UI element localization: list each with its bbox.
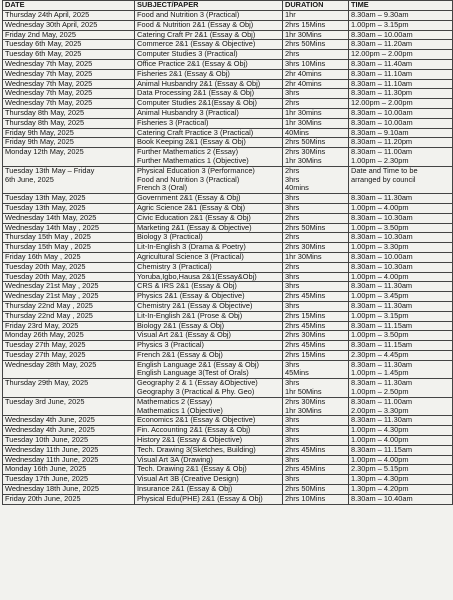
subject-cell: Fisheries 2&1 (Essay & Obj) — [135, 69, 283, 79]
date-cell: Tuesday 27th May, 2025 — [3, 350, 135, 360]
header-subject: SUBJECT/PAPER — [135, 1, 283, 11]
time-cell: 8.30am – 10.00am — [349, 118, 453, 128]
table-row — [3, 194, 453, 204]
date-cell: Tuesday 6th May, 2025 — [3, 50, 135, 60]
header-duration: DURATION — [283, 1, 349, 11]
date-cell: Thursday 29th May, 2025 — [3, 379, 135, 398]
date-cell: Thursday 8th May, 2025 — [3, 108, 135, 118]
time-cell: 8.30am – 10.30am — [349, 262, 453, 272]
date-cell: Tuesday 20th May, 2025 — [3, 272, 135, 282]
duration-cell: 3hrs — [283, 436, 349, 446]
table-row — [3, 59, 453, 69]
subject-cell: Animal Husbandry 2&1 (Essay & Obj) — [135, 79, 283, 89]
subject-cell: Computer Studies 2&1(Essay & Obj) — [135, 99, 283, 109]
duration-cell: 2hrs 30Mins 1hr 30Mins — [283, 148, 349, 167]
time-cell: 1.00pm – 3.15pm — [349, 311, 453, 321]
date-cell: Thursday 8th May, 2025 — [3, 118, 135, 128]
table-row — [3, 436, 453, 446]
time-cell: 8.30am – 9.10am — [349, 128, 453, 138]
date-cell: Thursday 15th May , 2025 — [3, 243, 135, 253]
subject-cell: Animal Husbandry 3 (Practical) — [135, 108, 283, 118]
duration-cell: 3hrs — [283, 301, 349, 311]
duration-cell: 1hr 30Mins — [283, 118, 349, 128]
timetable-body — [3, 11, 453, 505]
table-row — [3, 20, 453, 30]
table-row — [3, 321, 453, 331]
time-cell: 1.00pm – 4.00pm — [349, 436, 453, 446]
date-cell: Tuesday 17th June, 2025 — [3, 475, 135, 485]
time-cell: 8.30am – 11.30am — [349, 416, 453, 426]
duration-cell: 2hrs 30Mins — [283, 243, 349, 253]
time-cell: 12.00pm – 2.00pm — [349, 50, 453, 60]
table-row — [3, 282, 453, 292]
time-cell: 1.00pm – 3.50pm — [349, 223, 453, 233]
date-cell: Wednesday 4th June, 2025 — [3, 416, 135, 426]
subject-cell: Government 2&1 (Essay & Obj) — [135, 194, 283, 204]
subject-cell: Chemistry 3 (Practical) — [135, 262, 283, 272]
date-cell: Tuesday 13th May, 2025 — [3, 203, 135, 213]
subject-cell: Visual Art 3A (Drawing) — [135, 455, 283, 465]
time-cell: 8.30am – 9.30am — [349, 11, 453, 21]
time-cell: 8.30am – 11.40am — [349, 59, 453, 69]
duration-cell: 2hrs — [283, 99, 349, 109]
date-cell: Monday 12th May, 2025 — [3, 148, 135, 167]
time-cell: 2.30pm – 5.15pm — [349, 465, 453, 475]
table-row — [3, 360, 453, 379]
duration-cell: 2hrs — [283, 213, 349, 223]
duration-cell: 2hrs 30Mins — [283, 331, 349, 341]
time-cell: 8.30am – 11.30am 1.00pm – 1.45pm — [349, 360, 453, 379]
exam-timetable — [2, 0, 453, 505]
date-cell: Tuesday 10th June, 2025 — [3, 436, 135, 446]
table-row — [3, 203, 453, 213]
duration-cell: 1hr 30Mins — [283, 30, 349, 40]
duration-cell: 2hrs — [283, 262, 349, 272]
duration-cell: 2hrs 45Mins — [283, 341, 349, 351]
subject-cell: Further Mathematics 2 (Essay) Further Mathematics 1 (Objective) — [135, 148, 283, 167]
duration-cell: 2hrs 45Mins — [283, 445, 349, 455]
date-cell: Friday 9th May, 2025 — [3, 128, 135, 138]
subject-cell: Commerce 2&1 (Essay & Objective) — [135, 40, 283, 50]
date-cell: Wednesday 21st May , 2025 — [3, 282, 135, 292]
table-row — [3, 416, 453, 426]
table-row — [3, 69, 453, 79]
subject-cell: Agricultural Science 3 (Practical) — [135, 252, 283, 262]
table-row — [3, 272, 453, 282]
table-row — [3, 166, 453, 193]
time-cell: 1.00pm – 3.30pm — [349, 243, 453, 253]
duration-cell: 1hr 30Mins — [283, 252, 349, 262]
time-cell: 8.30am – 11.15am — [349, 341, 453, 351]
duration-cell: 3hrs 1hr 50Mins — [283, 379, 349, 398]
subject-cell: Lit-In-English 3 (Drama & Poetry) — [135, 243, 283, 253]
table-row — [3, 475, 453, 485]
table-row — [3, 331, 453, 341]
duration-cell: 3hrs — [283, 89, 349, 99]
time-cell: 1.30pm – 4.20pm — [349, 485, 453, 495]
duration-cell: 2hrs 15Mins — [283, 311, 349, 321]
table-row — [3, 11, 453, 21]
table-row — [3, 79, 453, 89]
duration-cell: 3hrs — [283, 203, 349, 213]
date-cell: Wednesday 7th May, 2025 — [3, 79, 135, 89]
time-cell: 8.30am – 10.40am — [349, 494, 453, 504]
duration-cell: 2hrs 50Mins — [283, 40, 349, 50]
time-cell: 8.30am – 11.30am — [349, 282, 453, 292]
table-row — [3, 30, 453, 40]
date-cell: Wednesday 7th May, 2025 — [3, 99, 135, 109]
duration-cell: 2hrs 45Mins — [283, 321, 349, 331]
subject-cell: Chemistry 2&1 (Essay & Objective) — [135, 301, 283, 311]
duration-cell: 2hrs 45Mins — [283, 292, 349, 302]
duration-cell: 2hrs 50Mins — [283, 138, 349, 148]
time-cell: 1.00pm – 3.45pm — [349, 292, 453, 302]
duration-cell: 3hrs — [283, 282, 349, 292]
date-cell: Friday 9th May, 2025 — [3, 138, 135, 148]
duration-cell: 2hr 40mins — [283, 79, 349, 89]
duration-cell: 2hrs — [283, 50, 349, 60]
subject-cell: Geography 2 & 1 (Essay &Objective) Geography 3 (Practical & Phy. Geo) — [135, 379, 283, 398]
subject-cell: Marketing 2&1 (Essay & Objective) — [135, 223, 283, 233]
table-row — [3, 148, 453, 167]
subject-cell: Visual Art 2&1 (Essay & Obj) — [135, 331, 283, 341]
date-cell: Friday 23rd May, 2025 — [3, 321, 135, 331]
time-cell: 8.30am – 11.30am — [349, 301, 453, 311]
time-cell: 1.00pm – 4.00pm — [349, 272, 453, 282]
duration-cell: 40Mins — [283, 128, 349, 138]
header-time: TIME — [349, 1, 453, 11]
subject-cell: Yoruba,Igbo,Hausa 2&1(Essay&Obj) — [135, 272, 283, 282]
subject-cell: Computer Studies 3 (Practical) — [135, 50, 283, 60]
duration-cell: 1hr — [283, 11, 349, 21]
date-cell: Tuesday 6th May, 2025 — [3, 40, 135, 50]
table-row — [3, 292, 453, 302]
table-row — [3, 397, 453, 416]
time-cell: 1.00pm – 3.50pm — [349, 331, 453, 341]
date-cell: Tuesday 3rd June, 2025 — [3, 397, 135, 416]
table-row — [3, 99, 453, 109]
date-cell: Tuesday 27th May, 2025 — [3, 341, 135, 351]
subject-cell: Physical Education 3 (Performance) Food and Nutrition 3 (Practical) French 3 (Oral) — [135, 166, 283, 193]
duration-cell: 3hrs — [283, 475, 349, 485]
duration-cell: 3hrs — [283, 455, 349, 465]
table-row — [3, 494, 453, 504]
table-row — [3, 252, 453, 262]
time-cell: 1.00pm – 3.15pm — [349, 20, 453, 30]
duration-cell: 3hrs — [283, 272, 349, 282]
duration-cell: 1hr 30mins — [283, 108, 349, 118]
subject-cell: Data Processing 2&1 (Essay & Obj) — [135, 89, 283, 99]
date-cell: Monday 16th June, 2025 — [3, 465, 135, 475]
duration-cell: 2hr 40mins — [283, 69, 349, 79]
date-cell: Wednesday 30th April, 2025 — [3, 20, 135, 30]
table-row — [3, 128, 453, 138]
date-cell: Tuesday 20th May, 2025 — [3, 262, 135, 272]
time-cell: 8.30am – 11.20pm — [349, 138, 453, 148]
time-cell: 2.30pm – 4.45pm — [349, 350, 453, 360]
time-cell: 8.30am – 11.15am — [349, 321, 453, 331]
subject-cell: Lit-In-English 2&1 (Prose & Obj) — [135, 311, 283, 321]
time-cell: Date and Time to be arranged by council — [349, 166, 453, 193]
subject-cell: Food and Nutrition 3 (Practical) — [135, 11, 283, 21]
subject-cell: History 2&1 (Essay & Objective) — [135, 436, 283, 446]
table-row — [3, 213, 453, 223]
subject-cell: Economics 2&1 (Essay & Objective) — [135, 416, 283, 426]
date-cell: Monday 26th May, 2025 — [3, 331, 135, 341]
time-cell: 8.30am – 10.30am — [349, 213, 453, 223]
table-row — [3, 262, 453, 272]
header-date: DATE — [3, 1, 135, 11]
time-cell: 8.30am – 10.30am — [349, 233, 453, 243]
duration-cell: 2hrs 15Mins — [283, 350, 349, 360]
date-cell: Friday 16th May , 2025 — [3, 252, 135, 262]
date-cell: Thursday 22nd May , 2025 — [3, 311, 135, 321]
date-cell: Wednesday 7th May, 2025 — [3, 69, 135, 79]
subject-cell: Visual Art 3B (Creative Design) — [135, 475, 283, 485]
date-cell: Wednesday 11th June, 2025 — [3, 455, 135, 465]
subject-cell: Fin. Accounting 2&1 (Essay & Obj) — [135, 426, 283, 436]
date-cell: Wednesday 21st May , 2025 — [3, 292, 135, 302]
time-cell: 1.00pm – 4.30pm — [349, 426, 453, 436]
time-cell: 8.30am – 11.15am — [349, 445, 453, 455]
duration-cell: 2hrs 30Mins 1hr 30Mins — [283, 397, 349, 416]
time-cell: 8.30am – 11.10am — [349, 69, 453, 79]
table-row — [3, 118, 453, 128]
time-cell: 8.30am – 11.20am — [349, 40, 453, 50]
table-row — [3, 426, 453, 436]
table-row — [3, 243, 453, 253]
table-row — [3, 108, 453, 118]
duration-cell: 3hrs 45Mins — [283, 360, 349, 379]
subject-cell: Mathematics 2 (Essay) Mathematics 1 (Objective) — [135, 397, 283, 416]
date-cell: Thursday 15th May , 2025 — [3, 233, 135, 243]
table-row — [3, 311, 453, 321]
table-row — [3, 485, 453, 495]
table-row — [3, 379, 453, 398]
date-cell: Wednesday 28th May, 2025 — [3, 360, 135, 379]
date-cell: Wednesday 7th May, 2025 — [3, 59, 135, 69]
time-cell: 8.30am – 11.00am 2.00pm – 3.30pm — [349, 397, 453, 416]
subject-cell: Catering Craft Pr 2&1 (Essay & Obj) — [135, 30, 283, 40]
duration-cell: 2hrs — [283, 233, 349, 243]
date-cell: Wednesday 18th June, 2025 — [3, 485, 135, 495]
time-cell: 8.30am – 10.00am — [349, 252, 453, 262]
table-row — [3, 89, 453, 99]
duration-cell: 3hrs 10Mins — [283, 59, 349, 69]
date-cell: Wednesday 11th June, 2025 — [3, 445, 135, 455]
subject-cell: Biology 3 (Practical) — [135, 233, 283, 243]
time-cell: 1.00pm – 4.00pm — [349, 203, 453, 213]
subject-cell: Fisheries 3 (Practical) — [135, 118, 283, 128]
date-cell: Thursday 22nd May , 2025 — [3, 301, 135, 311]
table-row — [3, 341, 453, 351]
time-cell: 8.30am – 11.30am 1.00pm – 2.50pm — [349, 379, 453, 398]
duration-cell: 2hrs 50Mins — [283, 223, 349, 233]
date-cell: Tuesday 13th May, 2025 — [3, 194, 135, 204]
time-cell: 8.30am – 10.00am — [349, 30, 453, 40]
table-row — [3, 465, 453, 475]
subject-cell: Tech. Drawing 2&1 (Essay & Obj) — [135, 465, 283, 475]
duration-cell: 2hrs 15Mins — [283, 20, 349, 30]
date-cell: Thursday 24th April, 2025 — [3, 11, 135, 21]
time-cell: 8.30am – 11.30pm — [349, 89, 453, 99]
time-cell: 8.30am – 11.30am — [349, 194, 453, 204]
duration-cell: 2hrs 50Mins — [283, 485, 349, 495]
date-cell: Friday 2nd May, 2025 — [3, 30, 135, 40]
subject-cell: Physical Edu(PHE) 2&1 (Essay & Obj) — [135, 494, 283, 504]
duration-cell: 2hrs 45Mins — [283, 465, 349, 475]
subject-cell: Civic Education 2&1 (Essay & Obj) — [135, 213, 283, 223]
duration-cell: 3hrs — [283, 194, 349, 204]
table-row — [3, 50, 453, 60]
subject-cell: Food & Nutrition 2&1 (Essay & Obj) — [135, 20, 283, 30]
duration-cell: 2hrs 3hrs 40mins — [283, 166, 349, 193]
subject-cell: Physics 3 (Practical) — [135, 341, 283, 351]
table-row — [3, 233, 453, 243]
table-row — [3, 301, 453, 311]
date-cell: Wednesday 4th June, 2025 — [3, 426, 135, 436]
subject-cell: CRS & IRS 2&1 (Essay & Obj) — [135, 282, 283, 292]
subject-cell: Insurance 2&1 (Essay & Obj) — [135, 485, 283, 495]
table-row — [3, 350, 453, 360]
subject-cell: English Language 2&1 (Essay & Obj) English Language 3(Test of Orals) — [135, 360, 283, 379]
duration-cell: 3hrs — [283, 426, 349, 436]
subject-cell: Catering Craft Practice 3 (Practical) — [135, 128, 283, 138]
subject-cell: Office Practice 2&1 (Essay & Obj) — [135, 59, 283, 69]
time-cell: 1.30pm – 4.30pm — [349, 475, 453, 485]
duration-cell: 3hrs — [283, 416, 349, 426]
date-cell: Wednesday 7th May, 2025 — [3, 89, 135, 99]
subject-cell: Tech. Drawing 3(Sketches, Building) — [135, 445, 283, 455]
table-row — [3, 445, 453, 455]
date-cell: Wednesday 14th May , 2025 — [3, 223, 135, 233]
subject-cell: Physics 2&1 (Essay & Objective) — [135, 292, 283, 302]
subject-cell: Agric Science 2&1 (Essay & Obj) — [135, 203, 283, 213]
header-row — [3, 1, 453, 11]
table-row — [3, 138, 453, 148]
time-cell: 8.30am – 11.00am 1.00pm – 2.30pm — [349, 148, 453, 167]
time-cell: 12.00pm – 2.00pm — [349, 99, 453, 109]
time-cell: 8.30am – 11.10am — [349, 79, 453, 89]
time-cell: 1.00pm – 4.00pm — [349, 455, 453, 465]
date-cell: Wednesday 14th May, 2025 — [3, 213, 135, 223]
subject-cell: Biology 2&1 (Essay & Obj) — [135, 321, 283, 331]
subject-cell: French 2&1 (Essay & Obj) — [135, 350, 283, 360]
table-row — [3, 223, 453, 233]
table-row — [3, 455, 453, 465]
subject-cell: Book Keeping 2&1 (Essay & Obj) — [135, 138, 283, 148]
date-cell: Tuesday 13th May – Friday 6th June, 2025 — [3, 166, 135, 193]
time-cell: 8.30am – 10.00am — [349, 108, 453, 118]
table-row — [3, 40, 453, 50]
duration-cell: 2hrs 10Mins — [283, 494, 349, 504]
date-cell: Friday 20th June, 2025 — [3, 494, 135, 504]
